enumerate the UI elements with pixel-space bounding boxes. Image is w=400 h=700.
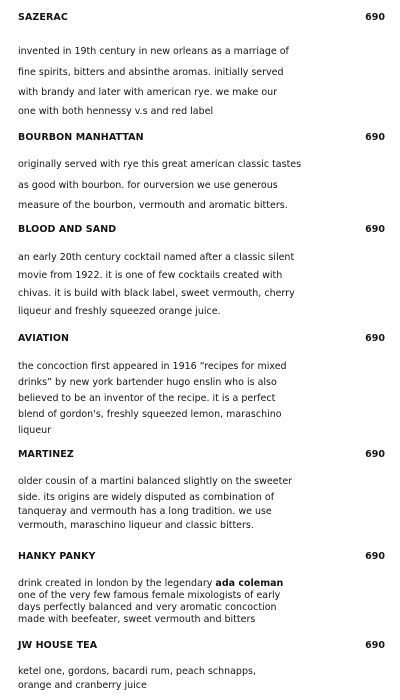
description-line: one of the very few famous female mixologists of early [18, 590, 281, 601]
description-line: invented in 19th century in new orleans as a marriage of [18, 46, 289, 57]
description-line: as good with bourbon. for ourversion we use generous [18, 180, 278, 191]
description-line: one with both hennessy v.s and red label [18, 106, 214, 117]
description-line: ketel one, gordons, bacardi rum, peach schnapps, [18, 666, 256, 677]
item-price-aviation: 690 [365, 333, 385, 344]
description-line: made with beefeater, sweet vermouth and bitters [18, 614, 256, 625]
description-line: believed to be an inventor of the recipe. it is a perfect [18, 393, 276, 404]
item-price-martinez: 690 [365, 449, 385, 460]
description-line: liqueur [18, 425, 52, 436]
item-price-bourbon-manhattan: 690 [365, 132, 385, 143]
item-title-jw-house-tea: JW HOUSE TEA [18, 640, 98, 651]
description-line: blend of gordon's, freshly squeezed lemon, maraschino [18, 409, 282, 420]
item-price-blood-and-sand: 690 [365, 224, 385, 235]
description-line: originally served with rye this great american classic tastes [18, 159, 302, 170]
description-line: an early 20th century cocktail named after a classic silent [18, 252, 295, 263]
description-line: orange and cranberry juice [18, 680, 147, 691]
item-title-sazerac: SAZERAC [18, 12, 68, 23]
description-line: older cousin of a martini balanced slightly on the sweeter [18, 476, 293, 487]
description-line [18, 578, 283, 589]
item-title-hanky-panky: HANKY PANKY [18, 551, 96, 562]
description-line: days perfectly balanced and very aromatic concoction [18, 602, 277, 613]
emphasis-name: ada coleman [215, 578, 284, 589]
description-line: drinks” by new york bartender hugo enslin who is also [18, 377, 277, 388]
item-title-aviation: AVIATION [18, 333, 70, 344]
description-text: drink created in london by the legendary [18, 578, 216, 589]
description-line: with brandy and later with american rye. we make our [18, 87, 278, 98]
description-line: liqueur and freshly squeezed orange juice. [18, 306, 221, 317]
description-line: chivas. it is build with black label, sweet vermouth, cherry [18, 288, 295, 299]
item-price-hanky-panky: 690 [365, 551, 385, 562]
item-title-martinez: MARTINEZ [18, 449, 74, 460]
description-line: side. its origins are widely disputed as combination of [18, 492, 275, 503]
item-price-sazerac: 690 [365, 12, 385, 23]
item-price-jw-house-tea: 690 [365, 640, 385, 651]
description-line: vermouth, maraschino liqueur and classic bitters. [18, 520, 254, 531]
item-title-bourbon-manhattan: BOURBON MANHATTAN [18, 132, 144, 143]
description-line: tanqueray and vermouth has a long tradition. we use [18, 506, 272, 517]
description-line: movie from 1922. it is one of few cocktails created with [18, 270, 283, 281]
description-line: measure of the bourbon, vermouth and aromatic bitters. [18, 200, 288, 211]
item-title-blood-and-sand: BLOOD AND SAND [18, 224, 117, 235]
description-line: the concoction first appeared in 1916 “recipes for mixed [18, 361, 287, 372]
description-line: fine spirits, bitters and absinthe aromas. initially served [18, 67, 284, 78]
